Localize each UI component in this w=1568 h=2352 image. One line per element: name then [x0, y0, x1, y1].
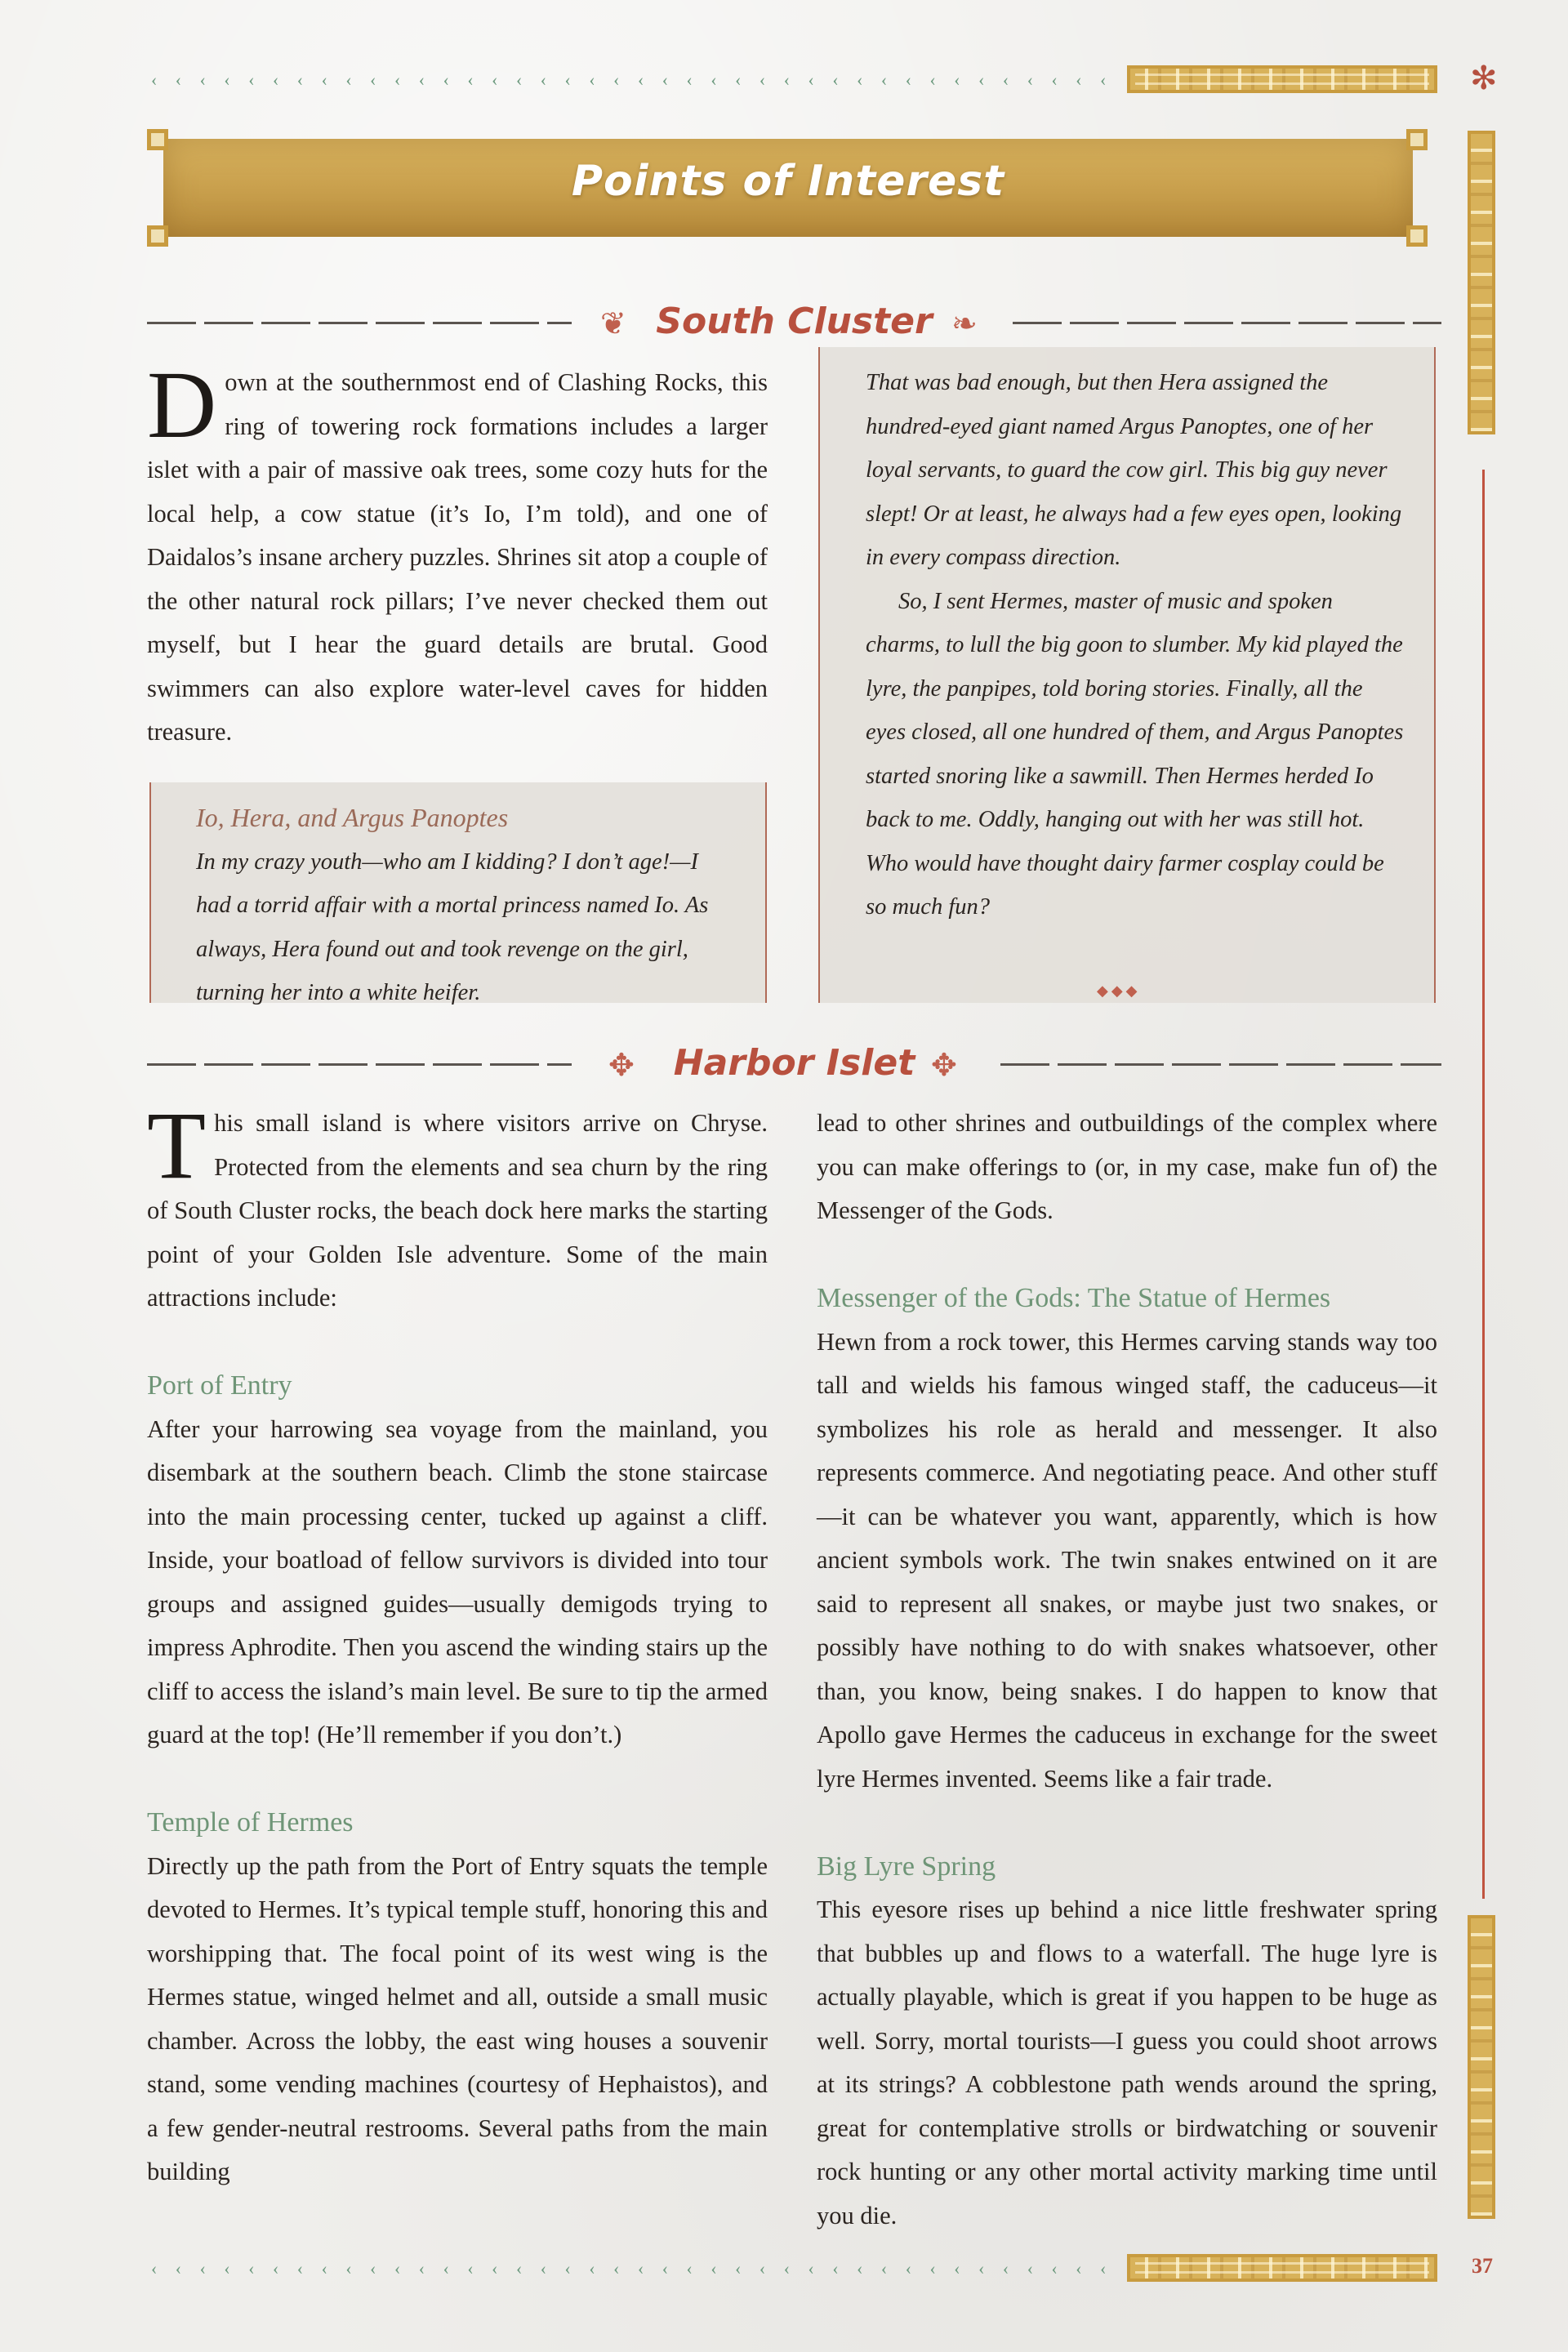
- drop-cap: D: [147, 351, 217, 458]
- knot-ornament-icon: ✥: [931, 1049, 957, 1083]
- big-lyre-spring-text: This eyesore rises up behind a nice little freshwater spring that bubbles up and flows to a waterfall. The huge lyre is actually playable, which is great if you happen to be huge as well. Sorry, mortal tourists—I guess you could shoot arrows at its strings? A cobblestone path wends around the spring, great for contemplative strolls or birdwatching or souvenir rock hunting or any other mortal activity marking time until you die.: [817, 1895, 1437, 2230]
- south-cluster-heading-row: [147, 294, 1441, 351]
- sidebar-right-paragraph-1: That was bad enough, but then Hera assigned the hundred-eyed giant named Argus Panoptes, one of her loyal servants, to guard the cow girl. This big guy never slept! Or at least, he always had a few eyes open, looking in every compass direction.: [866, 370, 1402, 570]
- temple-continued-text: lead to other shrines and outbuildings of the complex where you can make offerings to (or, in my case, make fun of) the Messenger of the Gods.: [817, 1109, 1437, 1224]
- south-cluster-heading: South Cluster: [656, 301, 933, 342]
- top-vine-border: ‹ ‹ ‹ ‹ ‹ ‹ ‹ ‹ ‹ ‹ ‹ ‹ ‹ ‹ ‹ ‹ ‹ ‹ ‹ ‹ ‹ ‹ ‹ ‹ ‹ ‹ ‹ ‹ ‹ ‹ ‹ ‹ ‹ ‹ ‹ ‹ ‹ ‹ ‹ ‹: [151, 72, 1107, 88]
- temple-of-hermes-heading: Temple of Hermes: [147, 1807, 354, 1838]
- sidebar-io-hera-text: [196, 796, 735, 1015]
- big-lyre-spring-heading: Big Lyre Spring: [817, 1851, 996, 1882]
- diamond-ornament-icon: ◆◆◆: [1097, 982, 1141, 999]
- page-number: 37: [1472, 2254, 1493, 2278]
- right-red-rule: [1482, 470, 1485, 1899]
- title-banner: [163, 139, 1413, 237]
- banner-corner-bl: [147, 225, 168, 247]
- leaf-ornament-icon: ❧: [951, 307, 978, 341]
- bottom-vine-border: ‹ ‹ ‹ ‹ ‹ ‹ ‹ ‹ ‹ ‹ ‹ ‹ ‹ ‹ ‹ ‹ ‹ ‹ ‹ ‹ ‹ ‹ ‹ ‹ ‹ ‹ ‹ ‹ ‹ ‹ ‹ ‹ ‹ ‹ ‹ ‹ ‹ ‹ ‹ ‹: [151, 2261, 1107, 2277]
- right-greek-key-band-bottom: [1468, 1915, 1495, 2219]
- banner-corner-br: [1406, 225, 1428, 247]
- sidebar-title: Io, Hera, and Argus Panoptes: [196, 803, 509, 832]
- harbor-islet-right-column: [817, 1102, 1437, 2238]
- right-greek-key-band-top: [1468, 131, 1495, 434]
- south-cluster-body: [147, 351, 768, 755]
- sidebar-left-paragraph: In my crazy youth—who am I kidding? I don’t age!—I had a torrid affair with a mortal princess named Io. As always, Hera found out and took revenge on the girl, turning her into a white heifer.: [196, 849, 709, 1005]
- bottom-greek-key-band: [1127, 2254, 1437, 2282]
- leaf-ornament-icon: ❦: [600, 307, 626, 341]
- banner-corner-tr: [1406, 129, 1428, 150]
- port-of-entry-heading: Port of Entry: [147, 1370, 292, 1401]
- sidebar-right-paragraph-2: So, I sent Hermes, master of music and spoken charms, to lull the big goon to slumber. My kid played the lyre, the panpipes, told boring stories. Finally, all the eyes closed, all one hundred of them, and Argus Panoptes started snoring like a sawmill. Then Hermes herded Io back to me. Oddly, hanging out with her was still hot. Who would have thought dairy farmer cosplay could be so much fun?: [866, 588, 1404, 920]
- heading-rule-right: [1013, 322, 1441, 324]
- page-title: Points of Interest: [571, 157, 1005, 206]
- drop-cap: T: [147, 1092, 207, 1199]
- heading-rule-right: [1000, 1063, 1441, 1066]
- statue-of-hermes-text: Hewn from a rock tower, this Hermes carving stands way too tall and wields his famous winged staff, the caduceus—it symbolizes his role as herald and messenger. It also represents commerce. And negotiating peace. And other stuff—it can be whatever you want, apparently, which is how ancient symbols work. The twin snakes entwined on it are said to represent all snakes, or maybe just two snakes, or possibly have nothing to do with snakes whatsoever, other than, you know, being snakes. I do happen to know that Apollo gave Hermes the caduceus in exchange for the sweet lyre Hermes invented. Seems like a fair trade.: [817, 1327, 1437, 1793]
- top-flourish-icon: ✻: [1470, 60, 1498, 96]
- banner-corner-tl: [147, 129, 168, 150]
- sidebar-argus-text: [866, 361, 1405, 929]
- top-greek-key-band: [1127, 65, 1437, 93]
- knot-ornament-icon: ✥: [608, 1049, 635, 1083]
- temple-of-hermes-text: Directly up the path from the Port of Entry squats the temple devoted to Hermes. It’s typical temple stuff, honoring this and worshipping that. The focal point of its west wing is the Hermes statue, winged helmet and all, outside a small music chamber. Across the lobby, the east wing houses a souvenir stand, some vending machines (courtesy of Hephaistos), and a few gender-neutral restrooms. Several paths from the main building: [147, 1851, 768, 2185]
- harbor-islet-left-column: [147, 1092, 768, 2194]
- harbor-intro-text: his small island is where visitors arrive on Chryse. Protected from the elements and sea churn by the ring of South Cluster rocks, the beach dock here marks the starting point of your Golden Isle adventure. Some of the main attractions include:: [147, 1109, 768, 1312]
- harbor-islet-heading: Harbor Islet: [673, 1042, 915, 1084]
- port-of-entry-text: After your harrowing sea voyage from the mainland, you disembark at the southern beach. Climb the stone staircase into the main processing center, tucked up against a cliff. Inside, your boatload of fellow survivors is divided into tour groups and assigned guides—usually demigods trying to impress Aphrodite. Then you ascend the winding stairs up the cliff to access the island’s main level. Be sure to tip the armed guard at the top! (He’ll remember if you don’t.): [147, 1414, 768, 1748]
- south-cluster-text: own at the southernmost end of Clashing Rocks, this ring of towering rock formations includes a larger islet with a pair of massive oak trees, some cozy huts for the local help, a cow statue (it’s Io, I’m told), and one of Daidalos’s insane archery puzzles. Shrines sit atop a couple of the other natural rock pillars; I’ve never checked them out myself, but I hear the guard details are brutal. Good swimmers can also explore water-level caves for hidden treasure.: [147, 368, 768, 746]
- statue-of-hermes-heading: Messenger of the Gods: The Statue of Hermes: [817, 1283, 1331, 1313]
- harbor-islet-heading-row: [147, 1036, 1441, 1093]
